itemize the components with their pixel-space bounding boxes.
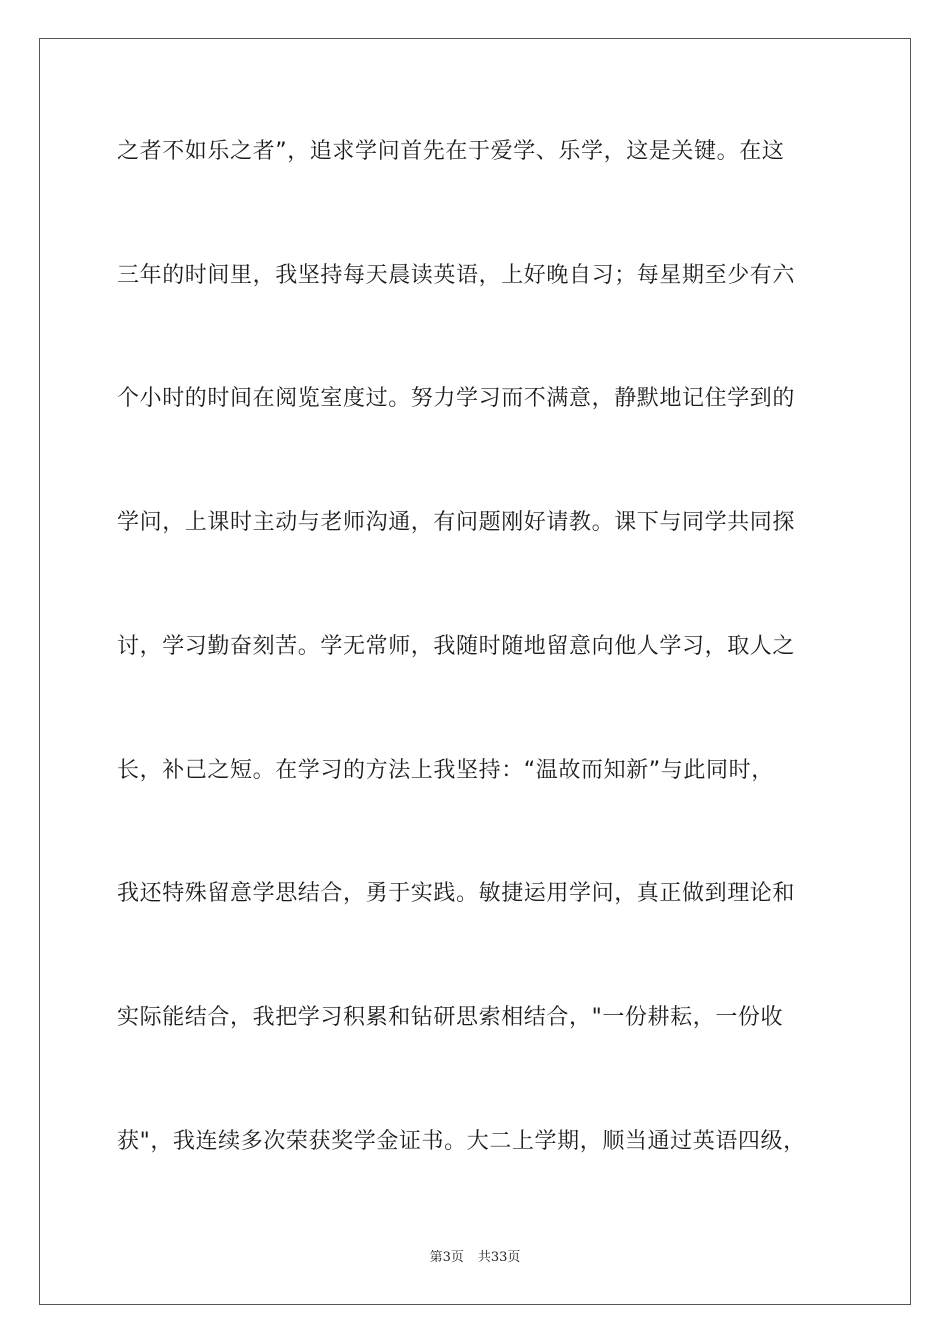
body-line-3: 个小时的时间在阅览室度过。努力学习而不满意，静默地记住学到的 bbox=[117, 386, 796, 411]
body-line-5: 讨，学习勤奋刻苦。学无常师，我随时随地留意向他人学习，取人之 bbox=[117, 634, 796, 659]
body-line-7: 我还特殊留意学思结合，勇于实践。敏捷运用学问，真正做到理论和 bbox=[117, 881, 796, 906]
body-line-4: 学问，上课时主动与老师沟通，有问题刚好请教。课下与同学共同探 bbox=[117, 510, 796, 535]
page-footer bbox=[0, 1249, 950, 1267]
body-line-9: 获"，我连续多次荣获奖学金证书。大二上学期，顺当通过英语四级， bbox=[117, 1129, 806, 1154]
page-border bbox=[39, 38, 911, 1305]
body-line-1: 之者不如乐之者”，追求学问首先在于爱学、乐学，这是关键。在这 bbox=[117, 139, 785, 164]
total-pages: 共33页 bbox=[477, 1250, 521, 1265]
body-line-6: 长，补己之短。在学习的方法上我坚持：“温故而知新”与此同时， bbox=[117, 758, 774, 783]
page-number: 第3页 bbox=[429, 1250, 464, 1265]
body-line-2: 三年的时间里，我坚持每天晨读英语，上好晚自习；每星期至少有六 bbox=[117, 263, 796, 288]
body-line-8: 实际能结合，我把学习积累和钻研思索相结合，"一份耕耘，一份收 bbox=[117, 1005, 784, 1030]
